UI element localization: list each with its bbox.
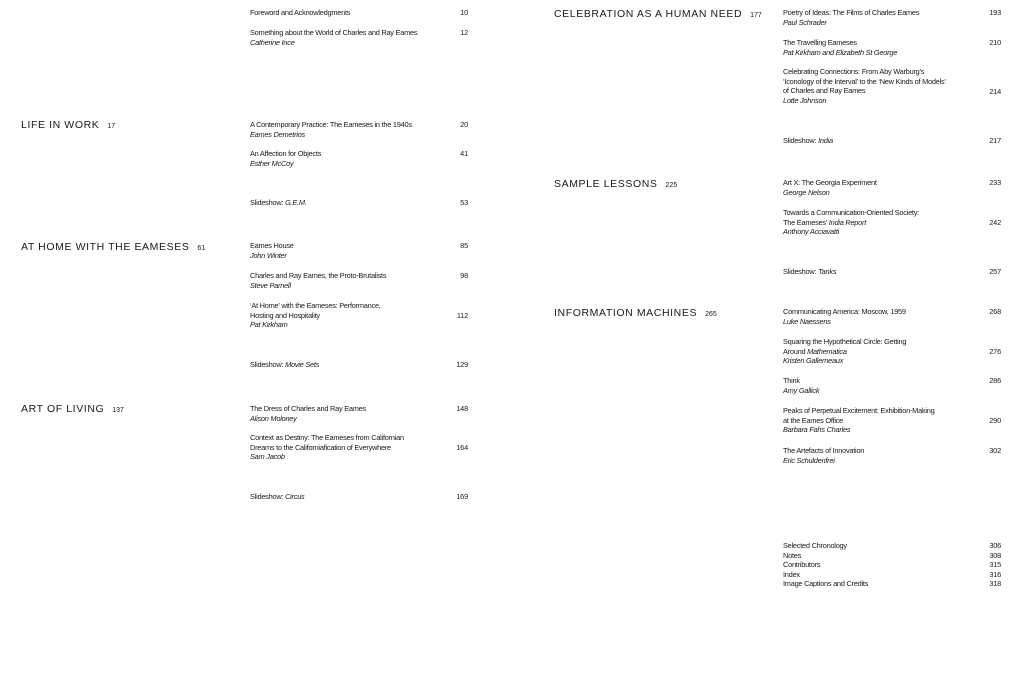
section-page-number: 137 — [112, 407, 124, 414]
entry-page-number: 318 — [989, 579, 1001, 589]
entry-author: Esther McCoy — [250, 158, 294, 168]
toc-entry[interactable] — [250, 120, 412, 139]
section-heading-celebration — [554, 8, 762, 20]
entry-author: Alison Moloney — [250, 413, 297, 423]
entry-title: Communicating America: Moscow, 1959 — [783, 307, 906, 316]
backmatter-item[interactable]: Image Captions and Credits — [783, 579, 869, 589]
entry-page-number: 53 — [460, 198, 468, 207]
entry-title: The Travelling Eameses — [783, 38, 857, 47]
slideshow-label: Slideshow: — [250, 198, 284, 207]
toc-entry[interactable] — [783, 376, 819, 395]
entry-page-number: 85 — [460, 241, 468, 250]
entry-author: Eric Schuldenfrei — [783, 455, 835, 465]
entry-title: An Affection for Objects — [250, 149, 322, 158]
entry-page-number: 257 — [989, 267, 1001, 276]
toc-entry[interactable] — [783, 178, 877, 197]
section-title: AT HOME WITH THE EAMESES — [21, 241, 190, 253]
toc-entry[interactable] — [250, 301, 381, 330]
entry-title: Celebrating Connections: From Aby Warburg’s — [783, 67, 925, 76]
slideshow-label: Slideshow: — [783, 267, 817, 276]
entry-title: at the Eames Office — [783, 415, 844, 425]
entry-author: Anthony Acciavatti — [783, 227, 840, 237]
section-title: ART OF LIVING — [21, 403, 105, 415]
entry-page-number: 148 — [456, 404, 468, 413]
slideshow-label: Slideshow: — [250, 492, 284, 501]
entry-author: Sam Jacob — [250, 452, 285, 462]
entry-author: Pat Kirkham and Elizabeth St George — [783, 47, 898, 57]
toc-slideshow-entry[interactable] — [250, 360, 319, 370]
entry-title: Hosting and Hospitality — [250, 310, 320, 320]
entry-title: Eames House — [250, 241, 294, 250]
toc-entry[interactable] — [250, 28, 417, 47]
entry-page-number: 112 — [456, 311, 468, 320]
slideshow-label: Slideshow: — [250, 360, 284, 369]
toc-slideshow-entry[interactable] — [250, 492, 305, 502]
entry-title: The Dress of Charles and Ray Eames — [250, 404, 366, 413]
slideshow-name: G.E.M. — [285, 198, 307, 207]
toc-entry[interactable] — [783, 446, 864, 465]
entry-author: Catherine Ince — [250, 37, 295, 47]
backmatter-list — [783, 541, 868, 589]
toc-slideshow-entry[interactable] — [783, 267, 836, 277]
entry-title-mixed: Around Mathematica — [783, 346, 847, 356]
entry-page-number: 308 — [989, 550, 1001, 560]
slideshow-name: Tanks — [818, 267, 837, 276]
entry-title: Dreams to the Californiafication of Everywhere — [250, 442, 391, 452]
entry-page-number: 20 — [460, 120, 468, 129]
entry-page-number: 10 — [460, 8, 468, 17]
toc-slideshow-entry[interactable] — [250, 198, 307, 208]
entry-page-number: 12 — [460, 28, 468, 37]
entry-title: Peaks of Perpetual Excitement: Exhibition-Making — [783, 406, 935, 415]
section-page-number: 17 — [107, 123, 116, 130]
section-heading-at-home — [21, 241, 205, 253]
entry-title: Towards a Communication-Oriented Society: — [783, 208, 919, 217]
entry-title: Context as Destiny: The Eameses from Californian — [250, 433, 404, 442]
section-title: SAMPLE LESSONS — [554, 178, 658, 190]
toc-entry[interactable] — [783, 8, 919, 27]
entry-page-number: 242 — [989, 218, 1001, 227]
toc-entry[interactable] — [250, 8, 350, 18]
section-heading-sample-lessons — [554, 178, 677, 190]
toc-entry[interactable] — [250, 433, 404, 462]
entry-page-number: 316 — [989, 569, 1001, 579]
entry-author: George Nelson — [783, 187, 830, 197]
slideshow-name: India — [818, 136, 833, 145]
slideshow-name: Circus — [285, 492, 305, 501]
entry-author: John Winter — [250, 250, 287, 260]
toc-entry[interactable] — [250, 241, 294, 260]
slideshow-name: Movie Sets — [285, 360, 320, 369]
backmatter-item[interactable]: Contributors — [783, 560, 821, 570]
backmatter-page-numbers — [971, 541, 1001, 589]
entry-page-number: 302 — [989, 446, 1001, 455]
toc-entry[interactable] — [783, 208, 919, 237]
entry-author: Steve Parnell — [250, 280, 291, 290]
entry-title: Something about the World of Charles and Ray Eames — [250, 28, 418, 37]
backmatter-item[interactable]: Selected Chronology — [783, 541, 847, 550]
entry-page-number: 214 — [989, 87, 1001, 96]
toc-entry[interactable] — [783, 337, 906, 366]
entry-author: Luke Naessens — [783, 316, 831, 326]
entry-page-number: 193 — [989, 8, 1001, 17]
entry-title: of Charles and Ray Eames — [783, 86, 866, 96]
entry-title-mixed: The Eameses’ India Report — [783, 217, 867, 227]
entry-page-number: 290 — [989, 416, 1001, 425]
entry-page-number: 276 — [989, 347, 1001, 356]
entry-page-number: 233 — [989, 178, 1001, 187]
toc-entry[interactable] — [783, 38, 897, 57]
section-heading-art-of-living — [21, 403, 124, 415]
entry-page-number: 169 — [456, 492, 468, 501]
section-title: INFORMATION MACHINES — [554, 307, 698, 319]
section-title: CELEBRATION AS A HUMAN NEED — [554, 8, 743, 20]
entry-author: Lotte Johnson — [783, 95, 827, 105]
section-heading-information-machines — [554, 307, 717, 319]
toc-entry[interactable] — [783, 67, 946, 105]
entry-title: ‘At Home’ with the Eameses: Performance, — [250, 301, 381, 310]
entry-page-number: 98 — [460, 271, 468, 280]
section-title: LIFE IN WORK — [21, 119, 100, 131]
entry-page-number: 210 — [989, 38, 1001, 47]
toc-entry[interactable] — [250, 271, 386, 290]
entry-title: ‘Iconology of the Interval’ to the ‘New Kinds of Models’ — [783, 76, 946, 86]
slideshow-label: Slideshow: — [783, 136, 817, 145]
entry-page-number: 306 — [989, 541, 1001, 550]
entry-page-number: 41 — [460, 149, 468, 158]
entry-title: Think — [783, 376, 800, 385]
entry-page-number: 164 — [456, 443, 468, 452]
entry-author: Amy Gallick — [783, 385, 820, 395]
toc-entry[interactable] — [783, 406, 935, 435]
toc-entry[interactable] — [783, 307, 906, 326]
entry-title: A Contemporary Practice: The Eameses in the 1940s — [250, 120, 412, 129]
section-page-number: 225 — [665, 182, 678, 189]
backmatter-item[interactable]: Notes — [783, 550, 802, 560]
toc-entry[interactable] — [250, 149, 321, 168]
section-page-number: 61 — [197, 245, 206, 252]
entry-title: Foreword and Acknowledgments — [250, 8, 351, 17]
toc-slideshow-entry[interactable] — [783, 136, 833, 146]
backmatter-item[interactable]: Index — [783, 569, 800, 579]
entry-page-number: 315 — [989, 560, 1001, 570]
entry-title: Charles and Ray Eames, the Proto-Brutalists — [250, 271, 387, 280]
entry-title: Art X: The Georgia Experiment — [783, 178, 877, 187]
entry-page-number: 286 — [989, 376, 1001, 385]
section-page-number: 265 — [705, 311, 717, 318]
entry-page-number: 217 — [989, 136, 1001, 145]
entry-author: Kristen Gallerneaux — [783, 356, 844, 366]
entry-title: The Artefacts of Innovation — [783, 446, 865, 455]
entry-author: Eames Demetrios — [250, 129, 305, 139]
entry-title: Squaring the Hypothetical Circle: Getting — [783, 337, 907, 346]
entry-author: Barbara Fahs Charles — [783, 425, 851, 435]
entry-author: Pat Kirkham — [250, 320, 288, 330]
entry-page-number: 268 — [989, 307, 1001, 316]
section-heading-life-in-work — [21, 119, 115, 131]
toc-entry[interactable] — [250, 404, 366, 423]
entry-title: Poetry of Ideas: The Films of Charles Eames — [783, 8, 920, 17]
entry-author: Paul Schrader — [783, 17, 827, 27]
section-page-number: 177 — [750, 12, 762, 19]
entry-page-number: 129 — [456, 360, 468, 369]
